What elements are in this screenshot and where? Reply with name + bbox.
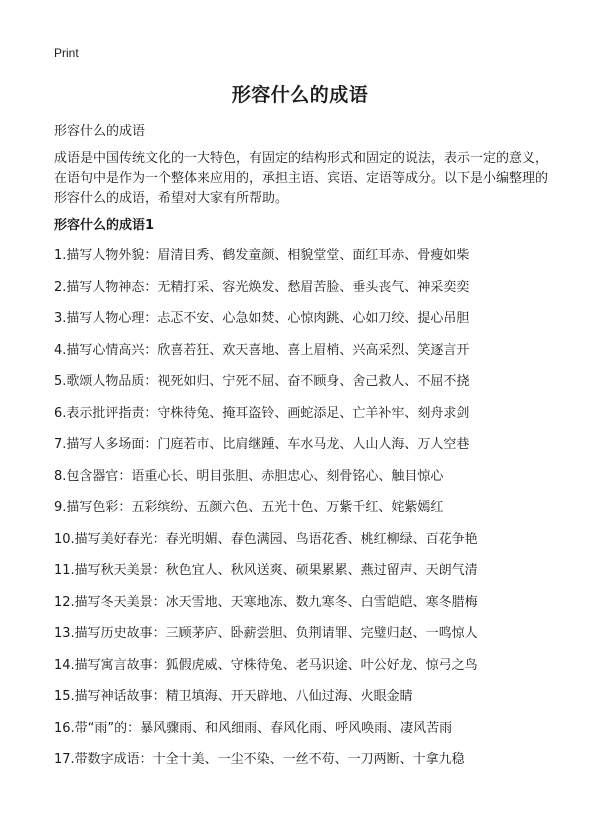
list-item: 1.描写人物外貌：眉清目秀、鹤发童颜、相貌堂堂、面红耳赤、骨瘦如柴 [54, 248, 470, 263]
list-item: 4.描写心情高兴：欣喜若狂、欢天喜地、喜上眉梢、兴高采烈、笑逐言开 [54, 342, 470, 358]
list-item: 6.表示批评指责：守株待兔、掩耳盗铃、画蛇添足、亡羊补牢、刻舟求剑 [54, 405, 470, 421]
list-item: 2.描写人物神态：无精打采、容光焕发、愁眉苦脸、垂头丧气、神采奕奕 [54, 279, 470, 295]
list-item: 8.包含器官：语重心长、明目张胆、赤胆忠心、刻骨铭心、触目惊心 [54, 468, 444, 484]
list-item: 5.歌颂人物品质：视死如归、宁死不屈、奋不顾身、舍己救人、不屈不挠 [54, 374, 470, 389]
list-item: 16.带“雨”的：暴风骤雨、和风细雨、春风化雨、呼风唤雨、凄风苦雨 [54, 720, 453, 736]
intro-paragraph: 成语是中国传统文化的一大特色，有固定的结构形式和固定的说法，表示一定的意义，在语句中是作为一个整体来应用的，承担主语、宾语、定语等成分。以下是小编整理的形容什么的成语，希望对大家有所帮助。 [54, 151, 549, 206]
list-item: 7.描写人多场面：门庭若市、比肩继踵、车水马龙、人山人海、万人空巷 [54, 437, 470, 452]
list-item: 11.描写秋天美景：秋色宜人、秋风送爽、硕果累累、燕过留声、天朗气清 [54, 563, 478, 578]
idiom-list [54, 246, 574, 782]
list-item: 13.描写历史故事：三顾茅庐、卧薪尝胆、负荆请罪、完璧归赵、一鸣惊人 [54, 626, 478, 641]
section-heading: 形容什么的成语1 [54, 218, 155, 233]
list-item: 15.描写神话故事：精卫填海、开天辟地、八仙过海、火眼金睛 [54, 689, 413, 704]
list-item: 10.描写美好春光：春光明媚、春色满园、鸟语花香、桃红柳绿、百花争艳 [54, 531, 478, 547]
list-item: 14.描写寓言故事：狐假虎威、守株待兔、老马识途、叶公好龙、惊弓之鸟 [54, 657, 478, 673]
print-link[interactable]: Print [54, 46, 79, 60]
list-item: 3.描写人物心理：忐忑不安、心急如焚、心惊肉跳、心如刀绞、提心吊胆 [54, 311, 470, 326]
list-item: 9.描写色彩：五彩缤纷、五颜六色、五光十色、万紫千红、姹紫嫣红 [54, 500, 444, 515]
list-item: 17.带数字成语：十全十美、一尘不染、一丝不苟、一刀两断、十拿九稳 [54, 752, 465, 767]
document-subtitle: 形容什么的成语 [54, 124, 146, 139]
page-title: 形容什么的成语 [231, 84, 369, 106]
list-item: 12.描写冬天美景：冰天雪地、天寒地冻、数九寒冬、白雪皑皑、寒冬腊梅 [54, 594, 478, 610]
